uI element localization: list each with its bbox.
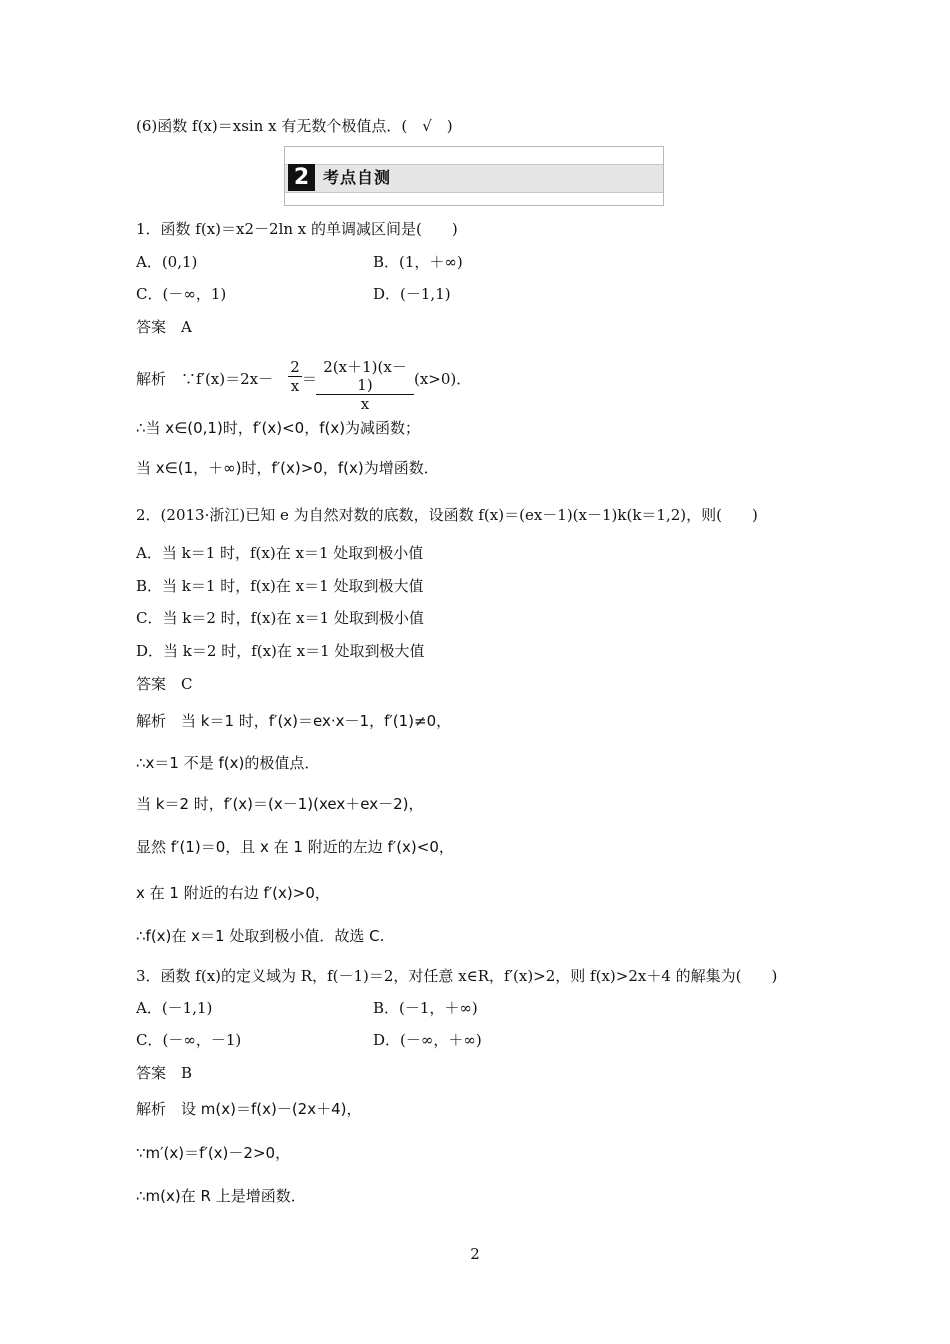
section-label: 考点自测: [323, 168, 392, 187]
q2-solution-line-4: 显然 f′(1)＝0，且 x 在 1 附近的左边 f′(x)<0，: [136, 838, 454, 856]
page-number: 2: [470, 1245, 480, 1263]
q3-option-b: B．(－1，＋∞): [373, 999, 478, 1017]
q3-option-a: A．(－1,1): [136, 999, 213, 1017]
q2-answer: 答案 C: [136, 675, 193, 693]
item-6-line: (6)函数 f(x)＝xsin x 有无数个极值点．( √ ): [136, 117, 453, 135]
q1-solution-eq: ＝: [302, 370, 318, 388]
section-number: 2: [288, 164, 315, 191]
q3-solution-line-1: 解析 设 m(x)＝f(x)－(2x＋4)，: [136, 1100, 362, 1118]
q1-option-c: C．(－∞，1): [136, 285, 227, 303]
q3-solution-line-3: ∴m(x)在 R 上是增函数．: [136, 1187, 306, 1205]
q1-option-b: B．(1，＋∞): [373, 253, 463, 271]
q1-solution-post: (x>0)．: [414, 370, 472, 388]
q2-solution-line-1: 解析 当 k＝1 时，f′(x)＝ex·x－1，f′(1)≠0，: [136, 712, 452, 730]
q1-option-d: D．(－1,1): [373, 285, 451, 303]
q1-option-a: A．(0,1): [136, 253, 198, 271]
q2-solution-line-6: ∴f(x)在 x＝1 处取到极小值．故选 C.: [136, 927, 385, 945]
q1-fraction-1-denominator: x: [290, 377, 300, 395]
q1-fraction-1: [288, 358, 302, 395]
q2-solution-line-5: x 在 1 附近的右边 f′(x)>0，: [136, 884, 330, 902]
q2-option-d: D．当 k＝2 时，f(x)在 x＝1 处取到极大值: [136, 642, 425, 660]
q3-answer: 答案 B: [136, 1064, 193, 1082]
q1-fraction-2-denominator: x: [360, 395, 370, 413]
question-1: 1．函数 f(x)＝x2－2ln x 的单调减区间是( ): [136, 220, 458, 238]
q1-solution-line-2: ∴当 x∈(0,1)时，f′(x)<0，f(x)为减函数；: [136, 419, 421, 437]
q3-option-d: D．(－∞，＋∞): [373, 1031, 482, 1049]
q1-fraction-2: [316, 358, 414, 413]
q2-solution-line-3: 当 k＝2 时，f′(x)＝(x－1)(xex＋ex－2)，: [136, 795, 424, 813]
q2-option-a: A．当 k＝1 时，f(x)在 x＝1 处取到极小值: [136, 544, 424, 562]
q1-fraction-1-numerator: 2: [288, 358, 302, 377]
section-header: [284, 146, 664, 206]
q1-answer: 答案 A: [136, 318, 192, 336]
question-2: 2．(2013·浙江)已知 e 为自然对数的底数，设函数 f(x)＝(ex－1)(x－1)k(k＝1,2)，则( ): [136, 506, 758, 524]
q1-fraction-2-numerator: 2(x＋1)(x－1): [316, 358, 414, 395]
q3-solution-line-2: ∵m′(x)＝f′(x)－2>0，: [136, 1144, 291, 1162]
q2-option-b: B．当 k＝1 时，f(x)在 x＝1 处取到极大值: [136, 577, 424, 595]
q2-option-c: C．当 k＝2 时，f(x)在 x＝1 处取到极小值: [136, 609, 424, 627]
q3-option-c: C．(－∞，－1): [136, 1031, 242, 1049]
q1-solution-pre: 解析 ∵f′(x)＝2x－: [136, 370, 274, 388]
q1-solution-line-3: 当 x∈(1，＋∞)时，f′(x)>0，f(x)为增函数．: [136, 459, 439, 477]
question-3: 3．函数 f(x)的定义域为 R，f(－1)＝2，对任意 x∈R，f′(x)>2，则 f(x)>2x＋4 的解集为( ): [136, 967, 778, 985]
q2-solution-line-2: ∴x＝1 不是 f(x)的极值点．: [136, 754, 320, 772]
